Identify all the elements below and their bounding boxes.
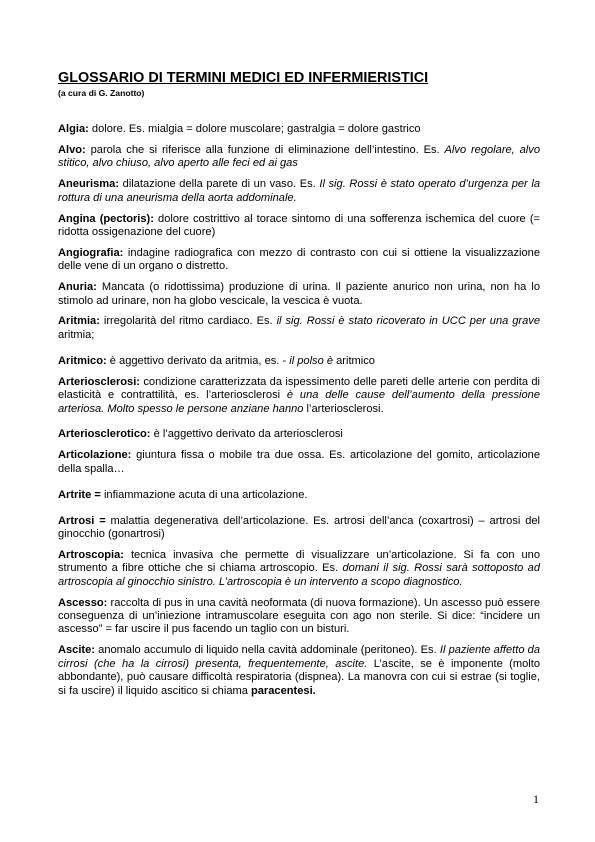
glossary-term: Aritmico: — [58, 354, 107, 367]
definition-text: è aggettivo derivato da aritmia, es. - — [106, 354, 290, 367]
glossary-term: Aritmia: — [58, 315, 100, 328]
definition-text: anomalo accumulo di liquido nella cavità addominale (peritoneo). Es. — [95, 644, 440, 657]
definition-text: dolore costrittivo al torace sintomo di una sofferenza ischemica del cuore (= ridotta ossigenazione del cuore) — [58, 212, 540, 238]
glossary-entry — [58, 144, 540, 171]
glossary-term: Anuria: — [58, 281, 97, 294]
glossary-term: Aneurisma: — [58, 178, 120, 191]
glossary-term: Arteriosclerosi: — [58, 375, 141, 388]
definition-example: Alvo regolare, alvo stitico, alvo chiuso, alvo aperto alle feci ed ai gas — [58, 143, 540, 170]
glossary-entry — [58, 123, 540, 136]
glossary-entry — [58, 428, 540, 441]
glossary-entry — [58, 355, 540, 368]
glossary-term: Ascite: — [58, 644, 95, 657]
definition-example: il sig. Rossi è stato ricoverato in UCC per una grave — [276, 315, 541, 328]
glossary-entry — [58, 281, 540, 308]
glossary-term: Angina (pectoris): — [58, 212, 154, 225]
document-subtitle: (a cura di G. Zanotto) — [58, 88, 145, 98]
glossary-entry — [58, 376, 540, 416]
glossary-term: Artroscopia: — [58, 548, 124, 561]
definition-text: indagine radiografica con mezzo di contrasto con cui si ottiene la visualizzazione delle vene di un organo o distretto. — [58, 246, 540, 273]
definition-text: giuntura fissa o mobile tra due ossa. Es. articolazione del gomito, articolazione della spalla… — [58, 449, 540, 475]
glossary-term: Artrite = — [58, 488, 101, 501]
glossary-term: Algia: — [58, 123, 89, 135]
definition-text: Mancata (o ridottissima) produzione di urina. Il paziente anurico non urina, non ha lo stimolo ad urinare, non ha globo vescicale, la vescica è vuota. — [58, 281, 540, 307]
glossary-term: Ascesso: — [58, 596, 108, 609]
page-number: 1 — [533, 792, 539, 806]
definition-text: dilatazione della parete di un vaso. Es. — [119, 178, 320, 191]
definition-text: L’ascite, se è imponente (molto abbondante), può causare difficoltà respiratoria (dispnea). La manovra con cui si estrae (si toglie, si fa uscire) il liquido ascitico si chiama — [58, 657, 540, 697]
glossary-entry — [58, 213, 540, 240]
definition-example: Il sig. Rossi è stato operato d’urgenza per la rottura di una aneurisma della aorta addominale. — [58, 178, 540, 204]
glossary-entry — [58, 449, 540, 476]
definition-text: parola che si riferisce alla funzione di eliminazione dell’intestino. Es. — [85, 143, 445, 156]
glossary-entry — [58, 489, 540, 502]
definition-example: è una delle cause dell’aumento della pressione arteriosa. Molto spesso le persone anziane hanno — [58, 389, 540, 415]
definition-example: Il paziente affetto da cirrosi (che ha la cirrosi) presenta, frequentemente, ascite. — [58, 644, 540, 670]
definition-text: malattia degenerativa dell’articolazione. Es. artrosi dell’anca (coxartrosi) – artrosi del ginocchio (gonartrosi) — [58, 514, 540, 540]
definition-text: è l’aggettivo derivato da arteriosclerosi — [150, 428, 343, 441]
definition-emphasis: paracentesi. — [250, 684, 316, 697]
glossary-entry — [58, 644, 540, 698]
document-page — [58, 70, 540, 698]
definition-example: domani il sig. Rossi sarà sottoposto ad artroscopia al ginocchio sinistro. L’artroscopia è un intervento a scopo diagnostico. — [58, 562, 541, 588]
document-title: GLOSSARIO DI TERMINI MEDICI ED INFERMIERISTICI — [58, 70, 429, 86]
definition-text: dolore. Es. mialgia = dolore muscolare; gastralgia = dolore gastrico — [88, 123, 421, 135]
definition-text: tecnica invasiva che permette di visualizzare un’articolazione. Si fa con uno strumento a fibre ottiche che si chiama artroscopio. Es. — [58, 548, 540, 575]
glossary-term: Alvo: — [58, 143, 86, 156]
glossary-term: Angiografia: — [58, 246, 124, 259]
glossary-entries — [58, 123, 540, 698]
glossary-entry — [58, 549, 540, 589]
glossary-term: Artrosi = — [58, 514, 106, 527]
definition-text: aritmico — [333, 354, 375, 367]
definition-text: aritmia; — [58, 328, 95, 341]
glossary-entry — [58, 247, 540, 274]
glossary-entry — [58, 515, 540, 542]
definition-text: condizione caratterizzata da ispessimento delle pareti delle arterie con perdita di elasticità e contrattilità, es. l’arteriosclerosi — [58, 375, 540, 402]
glossary-entry — [58, 178, 540, 205]
definition-text: raccolta di pus in una cavità neoformata (di nuova formazione). Un ascesso può essere conseguenza di un’iniezione intramuscolare eseguita con ago non sterile. Si dice: “incidere un ascesso” = far uscire il pus facendo un taglio con un bisturi. — [58, 596, 540, 636]
definition-text: l’arteriosclerosi. — [303, 402, 384, 415]
glossary-term: Articolazione: — [58, 449, 132, 462]
definition-text: irregolarità del ritmo cardiaco. Es. — [99, 315, 277, 328]
definition-example: il polso è — [289, 354, 334, 367]
definition-text: infiammazione acuta di una articolazione. — [100, 488, 308, 501]
glossary-entry — [58, 315, 540, 342]
glossary-term: Arteriosclerotico: — [58, 428, 151, 441]
glossary-entry — [58, 597, 540, 637]
